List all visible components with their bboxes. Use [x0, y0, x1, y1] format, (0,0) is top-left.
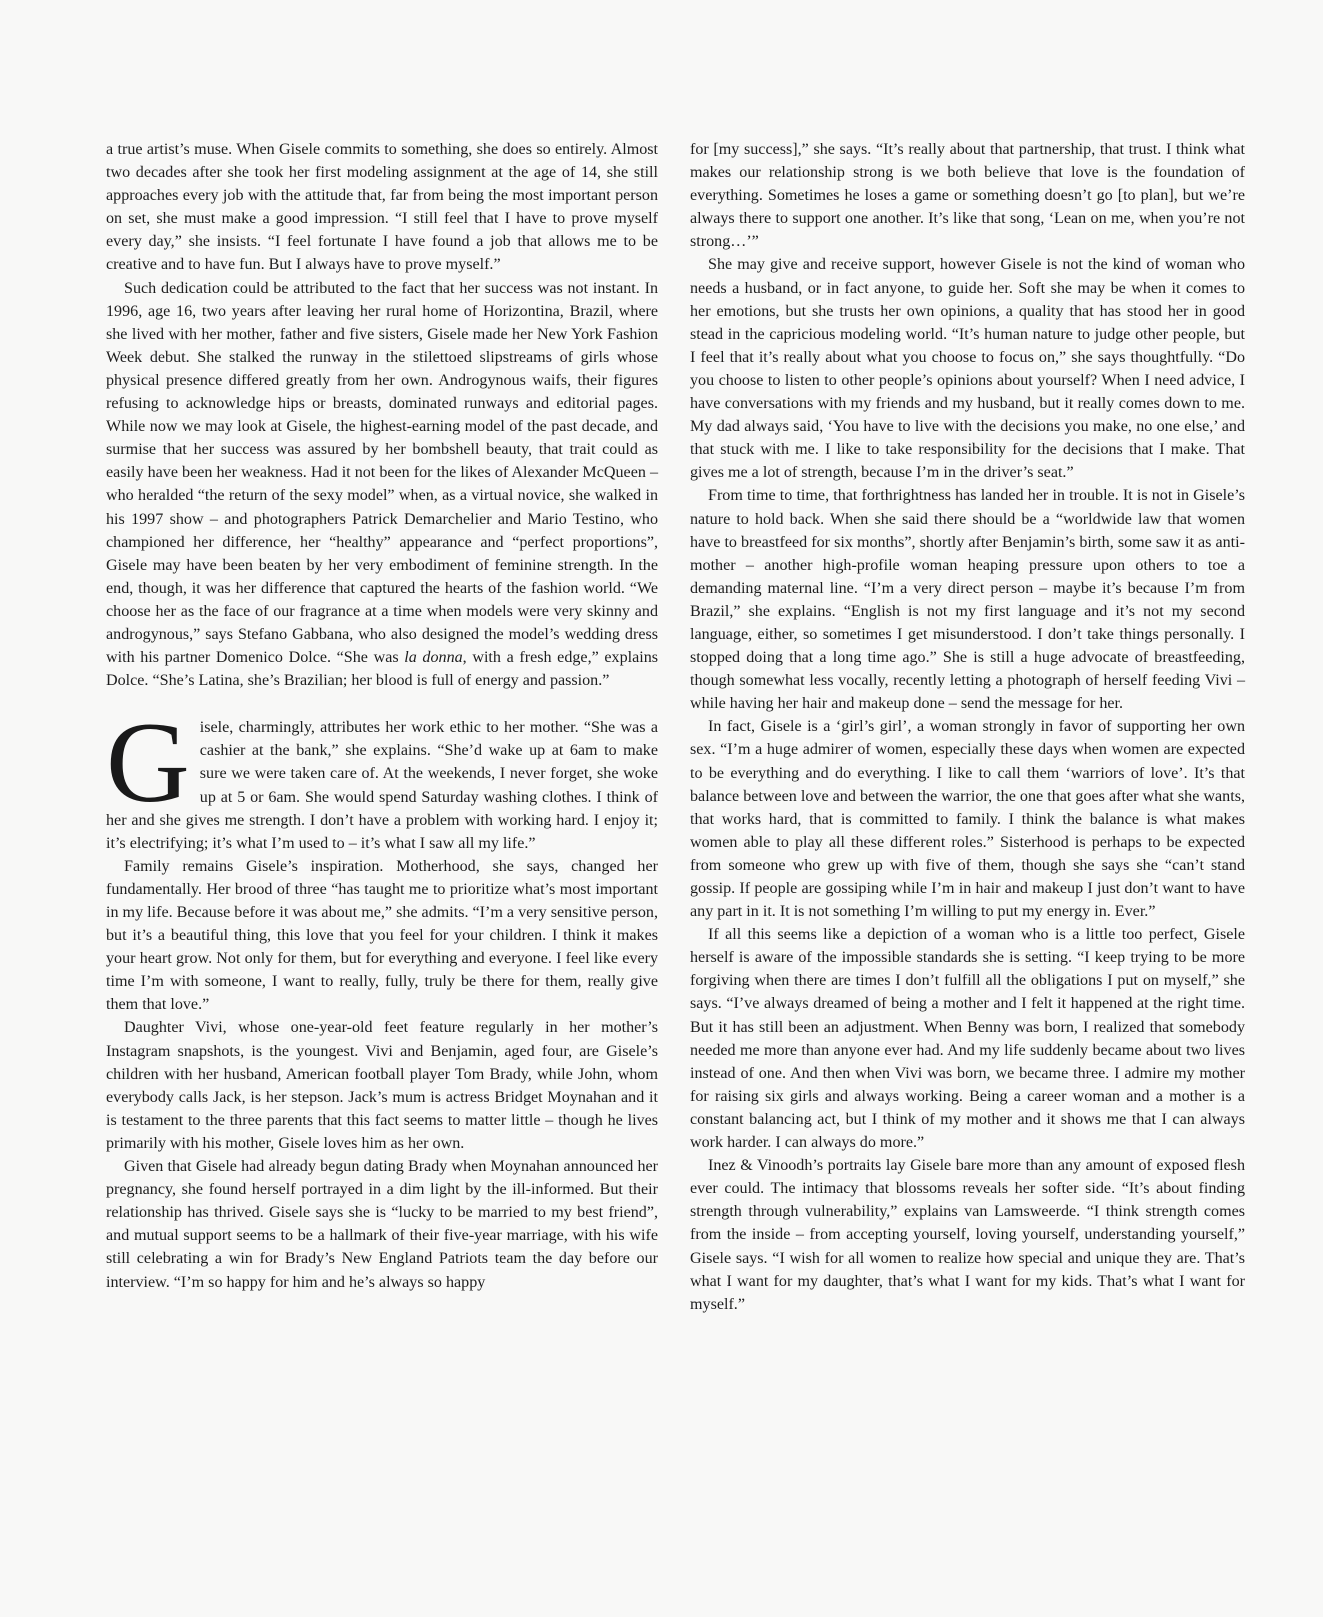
paragraph: If all this seems like a depiction of a woman who is a little too perfect, Gisele herself is aware of the impossible standards she is setting. “I keep trying to be more forgiving when there are times I don’t fulfill all the obligations I put on myself,” she says. “I’ve always dreamed of being a mother and I felt it happened at the right time. But it has still been an adjustment. When Benny was born, I realized that somebody needed me more than anyone ever had. And my life suddenly became about two lives instead of one. And then when Vivi was born, we became three. I admire my mother for raising six girls and always working. Being a career woman and a mother is a constant balancing act, but I think of my mother and it shows me that I can always work harder. I can always do more.”: [690, 926, 1245, 1152]
paragraph: She may give and receive support, however Gisele is not the kind of woman who needs a husband, or in fact anyone, to guide her. Soft she may be when it comes to her emotions, but she trusts her own opinions, a quality that has stood her in good stead in the capricious modeling world. “It’s human nature to judge other people, but I feel that it’s really about what you choose to focus on,” she says thoughtfully. “Do you choose to listen to other people’s opinions about yourself? When I need advice, I have conversations with my friends and my husband, but it really comes down to me. My dad always said, ‘You have to live with the decisions you make, no one else,’ and that stuck with me. I like to take responsibility for the decisions that I make. That gives me a lot of strength, because I’m in the driver’s seat.”: [690, 256, 1245, 482]
paragraph: [106, 277, 658, 693]
paragraph: From time to time, that forthrightness has landed her in trouble. It is not in Gisele’s nature to hold back. When she said there should be a “worldwide law that women have to breastfeed for six months”, shortly after Benjamin’s birth, some saw it as anti-mother – another high-profile woman heaping pressure upon others to toe a demanding maternal line. “I’m a very direct person – maybe it’s because I’m from Brazil,” she explains. “English is not my first language and it’s not my second language, either, so sometimes I get misunderstood. I don’t take things personally. I stopped doing that a long time ago.” She is still a huge advocate of breastfeeding, though somewhat less vocally, recently letting a photograph of herself feeding Vivi – while having her hair and makeup done – send the message for her.: [690, 487, 1245, 713]
paragraph: Family remains Gisele’s inspiration. Motherhood, she says, changed her fundamentally. Her brood of three “has taught me to prioritize what’s most important in my life. Because before it was about me,” she admits. “I’m a very sensitive person, but it’s a beautiful thing, this love that you feel for your children. I think it makes your heart grow. Not only for them, but for everything and everyone. I feel like every time I’m with someone, I want to really, fully, truly be there for them, really give them that love.”: [106, 857, 658, 1014]
paragraph: Inez & Vinoodh’s portraits lay Gisele bare more than any amount of exposed flesh ever could. The intimacy that blossoms reveals her softer side. “It’s about finding strength through vulnerability,” explains van Lamsweerde. “I think strength comes from the inside – from accepting yourself, loving yourself, understanding yourself,” Gisele says. “I wish for all women to realize how special and unique they are. That’s what I want for my daughter, that’s what I want for my kids. That’s what I want for myself.”: [690, 1157, 1245, 1313]
paragraph-text: Such dedication could be attributed to the fact that her success was not instant. In 1996, age 16, two years after leaving her rural home of Horizontina, Brazil, where she lived with her mother, father and five sisters, Gisele made her New York Fashion Week debut. She stalked the runway in the stilettoed slipstreams of girls whose physical presence differed greatly from her own. Androgynous waifs, their figures refusing to acknowledge hips or breasts, dominated runways and editorial pages. While now we may look at Gisele, the highest-earning model of the past decade, and surmise that her success was assured by her bombshell beauty, that trait could as easily have been her weakness. Had it not been for the likes of Alexander McQueen – who heralded “the return of the sexy model” when, as a virtual novice, she walked in his 1997 show – and photographers Patrick Demarchelier and Mario Testino, who championed her difference, her “healthy” appearance and “perfect proportions”, Gisele may have been beaten by her very embodiment of feminine strength. In the end, though, it was her difference that captured the hearts of the fashion world. “We choose her as the face of our fragrance at a time when models were very skinny and androgynous,” says Stefano Gabbana, who also designed the model’s wedding dress with his partner Domenico Dolce. “She was: [106, 279, 658, 667]
paragraph: Daughter Vivi, whose one-year-old feet feature regularly in her mother’s Instagram snapshots, is the youngest. Vivi and Benjamin, aged four, are Gisele’s children with her husband, American football player Tom Brady, while John, whom everybody calls Jack, is her stepson. Jack’s mum is actress Bridget Moynahan and it is testament to the three parents that this fact seems to matter little – though he lives primarily with his mother, Gisele loves him as her own.: [106, 1019, 658, 1152]
paragraph: Given that Gisele had already begun dating Brady when Moynahan announced her pregnancy, she found herself portrayed in a dim light by the ill-informed. But their relationship has thrived. Gisele says she is “lucky to be married to my best friend”, and mutual support seems to be a hallmark of their five-year marriage, with his wife still celebrating a win for Brady’s New England Patriots team the day before our interview. “I’m so happy for him and he’s always so happy: [106, 1158, 658, 1291]
paragraph: for [my success],” she says. “It’s really about that partnership, that trust. I think what makes our relationship strong is we both believe that love is the foundation of everything. Sometimes he loses a game or something doesn’t go [to plan], but we’re always there to support one another. It’s like that song, ‘Lean on me, when you’re not strong…’”: [690, 141, 1245, 251]
paragraph-with-dropcap: [106, 699, 658, 855]
left-column: [106, 138, 658, 1294]
paragraph: In fact, Gisele is a ‘girl’s girl’, a woman strongly in favor of supporting her own sex. “I’m a huge admirer of women, especially these days when women are expected to be everything and do everything. I like to call them ‘warriors of love’. It’s that balance between love and between the warrior, the one that goes after what she wants, that works hard, that is committed to family. I think the balance is what makes women able to play all these different roles.” Sisterhood is perhaps to be expected from someone who grew up with five of them, though she says she “can’t stand gossip. If people are gossiping while I’m in hair and makeup I just don’t want to have any part in it. It is not something I’m willing to put my energy in. Ever.”: [690, 718, 1245, 921]
italic-phrase: la donna: [404, 649, 463, 667]
paragraph-text: , with a fresh edge,” explains Dolce. “She’s Latina, she’s Brazilian; her blood is full of energy and passion.”: [106, 649, 659, 690]
drop-cap: G: [106, 699, 190, 828]
paragraph: a true artist’s muse. When Gisele commits to something, she does so entirely. Almost two decades after she took her first modeling assignment at the age of 14, she still approaches every job with the attitude that, far from being the most important person on set, she must make a good impression. “I still feel that I have to prove myself every day,” she insists. “I feel fortunate I have found a job that allows me to be creative and to have fun. But I always have to prove myself.”: [106, 141, 658, 274]
right-column: [690, 138, 1245, 1316]
paragraph-text: isele, charmingly, attributes her work ethic to her mother. “She was a cashier at the bank,” she explains. “She’d wake up at 6am to make sure we were taken care of. At the weekends, I never forget, she woke up at 5 or 6am. She would spend Saturday washing clothes. I think of her and she gives me strength. I don’t have a problem with working hard. I enjoy it; it’s electrifying; it’s what I’m used to – it’s what I saw all my life.”: [106, 719, 658, 852]
